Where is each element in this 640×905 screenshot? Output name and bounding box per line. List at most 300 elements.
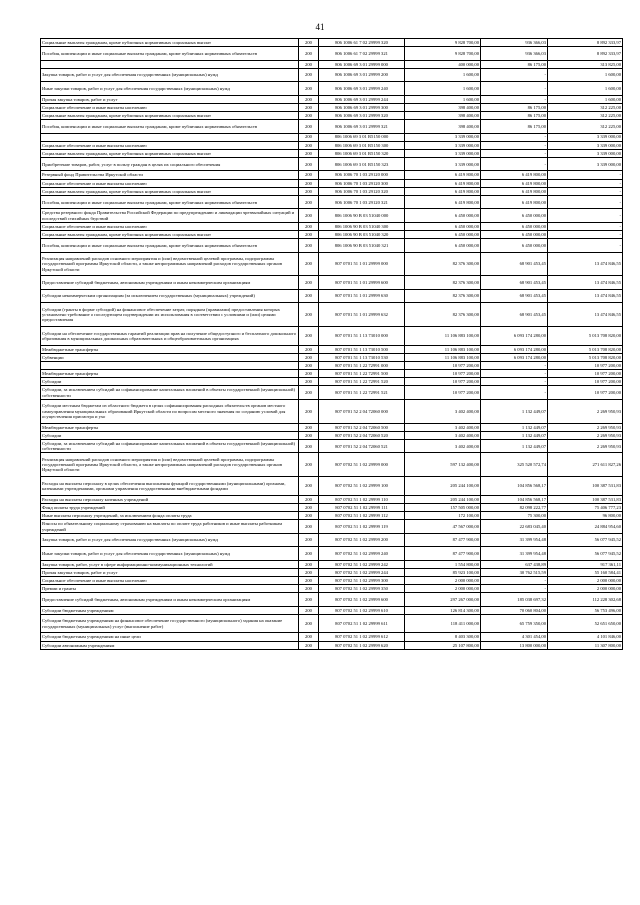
cell-unexecuted: 917 361,11 <box>548 560 623 568</box>
cell-budget-code: 806 1006 70 1 03 29120 320 <box>319 187 405 195</box>
cell-line-code: 200 <box>299 453 319 477</box>
cell-line-code: 200 <box>299 345 319 353</box>
cell-name: Социальные выплаты гражданам, кроме публичных нормативных социальных выплат <box>41 39 299 47</box>
table-row <box>41 209 623 222</box>
cell-approved: 87 477 900,00 <box>405 547 481 560</box>
cell-unexecuted: 56 077 945,52 <box>548 533 623 546</box>
budget-table-wrap <box>40 38 622 650</box>
cell-name: Расходы на выплаты персоналу казенных учреждений <box>41 495 299 503</box>
cell-name: Субсидии, за исключением субсидий на софинансирование капитальных вложений в объекты государственной (муниципальной) собственности <box>41 386 299 399</box>
cell-approved: 11 106 883 100,00 <box>405 345 481 353</box>
cell-line-code: 200 <box>299 423 319 431</box>
cell-name: Субсидии автономным учреждениям <box>41 641 299 649</box>
table-row <box>41 431 623 439</box>
cell-name: Социальные выплаты гражданам, кроме публичных нормативных социальных выплат <box>41 111 299 119</box>
cell-approved: 6 419 800,00 <box>405 187 481 195</box>
table-row <box>41 495 623 503</box>
cell-executed: 6 093 174 280,00 <box>481 345 548 353</box>
cell-line-code: 200 <box>299 158 319 171</box>
table-row <box>41 196 623 209</box>
table-row <box>41 399 623 423</box>
cell-name: Взносы по обязательному социальному страхованию на выплаты по оплате труда работников и иные выплаты работникам учреждений <box>41 520 299 533</box>
cell-line-code: 200 <box>299 95 319 103</box>
cell-unexecuted: - <box>548 187 623 195</box>
cell-approved: 3 402 400,00 <box>405 423 481 431</box>
cell-line-code: 200 <box>299 252 319 276</box>
cell-name: Иные закупки товаров, работ и услуг для обеспечения государственных (муниципальных) нужд <box>41 547 299 560</box>
cell-approved: 87 477 900,00 <box>405 533 481 546</box>
table-row <box>41 353 623 361</box>
cell-budget-code: 807 0701 51 1 22 72991 521 <box>319 386 405 399</box>
table-row <box>41 222 623 230</box>
cell-unexecuted: 24 884 954,60 <box>548 520 623 533</box>
cell-name: Закупка товаров, работ и услуг для обеспечения государственных (муниципальных) нужд <box>41 68 299 81</box>
table-row <box>41 141 623 149</box>
cell-name: Социальные выплаты гражданам, кроме публичных нормативных социальных выплат <box>41 230 299 238</box>
cell-unexecuted: 96 800,00 <box>548 512 623 520</box>
cell-name: Межбюджетные трансферты <box>41 345 299 353</box>
cell-name: Расходы на выплаты персоналу в целях обеспечения выполнения функций государственными (муниципальными) органами, казенными учреждениями, органами управления государственными внебюджетными фондами <box>41 477 299 496</box>
cell-approved: 205 244 100,00 <box>405 477 481 496</box>
cell-line-code: 200 <box>299 222 319 230</box>
cell-approved: 25 107 800,00 <box>405 641 481 649</box>
cell-name: Межбюджетные трансферты <box>41 370 299 378</box>
cell-budget-code: 807 0702 51 1 02 29999 112 <box>319 512 405 520</box>
cell-budget-code: 806 1006 69 3 01 R5150 000 <box>319 133 405 141</box>
cell-name: Межбюджетные трансферты <box>41 423 299 431</box>
cell-line-code: 200 <box>299 39 319 47</box>
table-row <box>41 533 623 546</box>
cell-executed: - <box>481 68 548 81</box>
cell-budget-code: 807 0701 51 1 01 29999 600 <box>319 276 405 289</box>
cell-executed: - <box>481 158 548 171</box>
cell-budget-code: 807 0702 51 1 02 29999 620 <box>319 641 405 649</box>
cell-executed: 75 300,00 <box>481 512 548 520</box>
cell-name <box>41 133 299 141</box>
cell-unexecuted: - <box>548 171 623 179</box>
cell-line-code: 200 <box>299 230 319 238</box>
cell-approved: 3 339 000,00 <box>405 149 481 157</box>
cell-line-code: 200 <box>299 370 319 378</box>
cell-unexecuted: 271 611 827,26 <box>548 453 623 477</box>
table-row <box>41 576 623 584</box>
cell-line-code: 200 <box>299 353 319 361</box>
cell-unexecuted: 5 013 708 820,00 <box>548 345 623 353</box>
cell-executed: 6 419 800,00 <box>481 171 548 179</box>
cell-unexecuted: 1 600,00 <box>548 95 623 103</box>
table-row <box>41 547 623 560</box>
cell-line-code: 200 <box>299 133 319 141</box>
cell-line-code: 200 <box>299 386 319 399</box>
cell-budget-code: 807 0701 51 1 01 29999 000 <box>319 252 405 276</box>
cell-executed: 13 800 000,00 <box>481 641 548 649</box>
cell-line-code: 200 <box>299 103 319 111</box>
cell-name: Закупка товаров, работ и услуг для обеспечения государственных (муниципальных) нужд <box>41 533 299 546</box>
table-row <box>41 120 623 133</box>
cell-approved: 9 828 700,00 <box>405 47 481 60</box>
cell-approved: 3 339 000,00 <box>405 158 481 171</box>
cell-executed: 1 132 449,07 <box>481 399 548 423</box>
table-row <box>41 103 623 111</box>
table-row <box>41 276 623 289</box>
cell-unexecuted: 55 160 584,41 <box>548 568 623 576</box>
cell-executed: 6 419 800,00 <box>481 179 548 187</box>
table-row <box>41 512 623 520</box>
cell-unexecuted: - <box>548 196 623 209</box>
cell-budget-code: 807 0702 51 1 02 29999 110 <box>319 495 405 503</box>
cell-executed: 6 450 000,00 <box>481 222 548 230</box>
cell-line-code: 200 <box>299 303 319 327</box>
cell-budget-code: 806 1006 90 В 03 51040 320 <box>319 230 405 238</box>
cell-budget-code: 806 1006 69 3 01 R5150 323 <box>319 158 405 171</box>
cell-executed: 6 419 800,00 <box>481 187 548 195</box>
cell-approved: 398 400,00 <box>405 111 481 119</box>
cell-approved: 6 419 800,00 <box>405 196 481 209</box>
cell-budget-code: 807 0702 51 1 02 29999 350 <box>319 585 405 593</box>
cell-executed: 68 901 453,45 <box>481 303 548 327</box>
cell-approved: 11 106 883 100,00 <box>405 326 481 345</box>
cell-executed: - <box>481 585 548 593</box>
cell-approved: 3 402 400,00 <box>405 399 481 423</box>
table-row <box>41 39 623 47</box>
cell-budget-code: 807 0701 51 1 13 73010 530 <box>319 353 405 361</box>
cell-unexecuted: 3 339 000,00 <box>548 149 623 157</box>
cell-line-code: 200 <box>299 585 319 593</box>
cell-approved: 205 244 100,00 <box>405 495 481 503</box>
cell-name: Социальные выплаты гражданам, кроме публичных нормативных социальных выплат <box>41 187 299 195</box>
table-row <box>41 111 623 119</box>
cell-name: Премии и гранты <box>41 585 299 593</box>
table-row <box>41 149 623 157</box>
cell-budget-code: 806 1006 69 3 01 29999 200 <box>319 68 405 81</box>
cell-budget-code: 806 1006 69 3 01 29999 240 <box>319 82 405 95</box>
cell-line-code: 200 <box>299 196 319 209</box>
cell-name: Субсидии <box>41 378 299 386</box>
cell-unexecuted: 3 339 000,00 <box>548 158 623 171</box>
cell-line-code: 200 <box>299 141 319 149</box>
cell-name: Реализация направлений расходов основного мероприятия и (или) ведомственной целевой программы, подпрограммы государственной программы Иркутской области, а также непрограммных направлений расходов государственных органов Иркутской области <box>41 453 299 477</box>
cell-name: Социальное обеспечение и иные выплаты населению <box>41 222 299 230</box>
cell-budget-code: 807 0702 51 1 02 29999 244 <box>319 568 405 576</box>
cell-unexecuted: 2 000 000,00 <box>548 576 623 584</box>
table-row <box>41 568 623 576</box>
table-row <box>41 641 623 649</box>
cell-budget-code: 807 0702 51 1 02 29999 242 <box>319 560 405 568</box>
table-row <box>41 47 623 60</box>
cell-executed: 68 901 453,45 <box>481 252 548 276</box>
cell-line-code: 200 <box>299 60 319 68</box>
table-row <box>41 345 623 353</box>
table-row <box>41 68 623 81</box>
cell-line-code: 200 <box>299 576 319 584</box>
cell-name: Социальное обеспечение и иные выплаты населению <box>41 141 299 149</box>
cell-executed: - <box>481 370 548 378</box>
cell-name: Прочая закупка товаров, работ и услуг <box>41 568 299 576</box>
cell-approved: 82 376 300,00 <box>405 252 481 276</box>
cell-name: Субсидии местным бюджетам из областного бюджета в целях софинансирования расходных обязательств органов местного самоуправления муниципальных образований Иркутской области по вопросам местного значения по созданию условий для осуществления присмотра и ухо <box>41 399 299 423</box>
cell-approved: 597 132 400,00 <box>405 453 481 477</box>
cell-budget-code: 807 0701 52 2 04 72060 000 <box>319 399 405 423</box>
cell-line-code: 200 <box>299 209 319 222</box>
table-row <box>41 453 623 477</box>
table-row <box>41 560 623 568</box>
cell-unexecuted: 312 225,00 <box>548 111 623 119</box>
cell-executed: 68 901 453,45 <box>481 289 548 302</box>
cell-line-code: 200 <box>299 179 319 187</box>
cell-budget-code: 806 1006 90 В 03 51040 321 <box>319 239 405 252</box>
cell-approved: 10 977 200,00 <box>405 370 481 378</box>
cell-budget-code: 807 0701 51 1 01 29999 630 <box>319 289 405 302</box>
cell-approved: 297 267 000,00 <box>405 593 481 606</box>
cell-unexecuted: 313 825,00 <box>548 60 623 68</box>
cell-budget-code: 807 0701 51 1 13 73010 000 <box>319 326 405 345</box>
cell-name: Прочая закупка товаров, работ и услуг <box>41 95 299 103</box>
cell-approved: 2 000 000,00 <box>405 585 481 593</box>
cell-line-code: 200 <box>299 120 319 133</box>
table-row <box>41 423 623 431</box>
cell-budget-code: 807 0702 51 1 02 29999 240 <box>319 547 405 560</box>
cell-name: Субсидии бюджетным учреждениям на иные цели <box>41 633 299 641</box>
cell-unexecuted: 10 977 200,00 <box>548 378 623 386</box>
cell-line-code: 200 <box>299 82 319 95</box>
cell-line-code: 200 <box>299 504 319 512</box>
cell-executed: 325 520 572,74 <box>481 453 548 477</box>
cell-unexecuted: - <box>548 209 623 222</box>
cell-executed: 6 450 000,00 <box>481 239 548 252</box>
cell-unexecuted: 3 339 000,00 <box>548 133 623 141</box>
cell-unexecuted: 5 013 708 820,00 <box>548 326 623 345</box>
cell-budget-code: 806 1006 70 1 03 29120 321 <box>319 196 405 209</box>
cell-approved: 1 600,00 <box>405 68 481 81</box>
cell-executed: 86 175,00 <box>481 60 548 68</box>
cell-approved: 11 106 883 100,00 <box>405 353 481 361</box>
cell-approved: 3 402 400,00 <box>405 440 481 453</box>
cell-name: Иные закупки товаров, работ и услуг для обеспечения государственных (муниципальных) нужд <box>41 82 299 95</box>
cell-name: Субсидии <box>41 431 299 439</box>
table-row <box>41 230 623 238</box>
cell-executed: 1 132 449,07 <box>481 423 548 431</box>
cell-name: Субсидии некоммерческим организациям (за исключением государственных (муниципальных) учреждений) <box>41 289 299 302</box>
cell-line-code: 200 <box>299 495 319 503</box>
cell-budget-code: 807 0701 52 2 04 72060 521 <box>319 440 405 453</box>
table-row <box>41 252 623 276</box>
table-body <box>41 39 623 650</box>
table-row <box>41 378 623 386</box>
cell-budget-code: 807 0702 51 1 02 29999 000 <box>319 453 405 477</box>
cell-approved: 8 403 300,00 <box>405 633 481 641</box>
cell-name: Субсидии (гранты в форме субсидий) на финансовое обеспечение затрат, порядком (правилами) предоставления которых установлено требование о последующем подтверждении их использования в соответствии с условиями и (или) целями предоставления <box>41 303 299 327</box>
table-row <box>41 179 623 187</box>
cell-line-code: 200 <box>299 378 319 386</box>
cell-unexecuted: - <box>548 179 623 187</box>
cell-unexecuted: 75 406 777,23 <box>548 504 623 512</box>
cell-executed: 31 399 954,48 <box>481 533 548 546</box>
cell-executed: 6 450 000,00 <box>481 209 548 222</box>
cell-approved: 118 411 000,00 <box>405 614 481 633</box>
cell-line-code: 200 <box>299 68 319 81</box>
cell-name: Субсидии бюджетным учреждениям <box>41 606 299 614</box>
cell-unexecuted: 5 013 708 820,00 <box>548 353 623 361</box>
cell-line-code: 200 <box>299 326 319 345</box>
table-row <box>41 606 623 614</box>
cell-unexecuted: 4 101 846,00 <box>548 633 623 641</box>
cell-line-code: 200 <box>299 477 319 496</box>
table-row <box>41 187 623 195</box>
cell-unexecuted: 2 269 950,93 <box>548 440 623 453</box>
cell-executed: 86 175,00 <box>481 111 548 119</box>
cell-executed: 936 366,03 <box>481 39 548 47</box>
cell-line-code: 200 <box>299 111 319 119</box>
cell-unexecuted: 100 387 531,83 <box>548 495 623 503</box>
cell-name: Средства резервного фонда Правительства Российской Федерации по предупреждению и ликвидации чрезвычайных ситуаций и последствий стихийных бедствий <box>41 209 299 222</box>
table-row <box>41 593 623 606</box>
cell-budget-code: 806 1006 70 1 03 29120 000 <box>319 171 405 179</box>
cell-unexecuted: 112 228 302,68 <box>548 593 623 606</box>
cell-line-code: 200 <box>299 47 319 60</box>
cell-unexecuted: 13 474 846,55 <box>548 252 623 276</box>
cell-unexecuted: 13 474 846,55 <box>548 289 623 302</box>
cell-approved: 400 000,00 <box>405 60 481 68</box>
cell-budget-code: 807 0702 51 1 02 29999 612 <box>319 633 405 641</box>
cell-budget-code: 807 0702 51 1 02 29999 611 <box>319 614 405 633</box>
cell-unexecuted: 8 892 333,97 <box>548 39 623 47</box>
cell-approved: 85 923 100,00 <box>405 568 481 576</box>
cell-name: Предоставление субсидий бюджетным, автономным учреждениям и иным некоммерческим организациям <box>41 276 299 289</box>
cell-approved: 2 000 000,00 <box>405 576 481 584</box>
cell-budget-code: 806 1006 90 В 03 51040 300 <box>319 222 405 230</box>
cell-line-code: 200 <box>299 568 319 576</box>
cell-name: Иные выплаты персоналу учреждений, за исключением фонда оплаты труда <box>41 512 299 520</box>
cell-name: Приобретение товаров, работ, услуг в пользу граждан в целях их социального обеспечения <box>41 158 299 171</box>
cell-unexecuted: 2 000 000,00 <box>548 585 623 593</box>
table-row <box>41 504 623 512</box>
cell-unexecuted: 100 387 531,83 <box>548 477 623 496</box>
cell-approved: 82 376 300,00 <box>405 303 481 327</box>
cell-approved: 1 600,00 <box>405 82 481 95</box>
cell-line-code: 200 <box>299 520 319 533</box>
cell-budget-code: 806 1006 61 7 02 29999 320 <box>319 39 405 47</box>
cell-approved: 1 554 800,00 <box>405 560 481 568</box>
cell-unexecuted: 1 600,00 <box>548 68 623 81</box>
cell-executed: 68 901 453,45 <box>481 276 548 289</box>
cell-budget-code: 807 0701 51 1 22 72991 500 <box>319 370 405 378</box>
cell-approved: 47 567 000,00 <box>405 520 481 533</box>
cell-approved: 126 814 300,00 <box>405 606 481 614</box>
cell-approved: 157 505 000,00 <box>405 504 481 512</box>
cell-executed: 6 093 174 280,00 <box>481 326 548 345</box>
cell-budget-code: 806 1006 69 3 01 29999 000 <box>319 60 405 68</box>
cell-executed: 1 132 449,07 <box>481 431 548 439</box>
cell-approved: 6 450 000,00 <box>405 239 481 252</box>
cell-executed: - <box>481 82 548 95</box>
table-row <box>41 133 623 141</box>
cell-budget-code: 807 0702 51 1 02 29999 111 <box>319 504 405 512</box>
cell-executed: 65 759 350,00 <box>481 614 548 633</box>
cell-name: Субсидии бюджетным учреждениям на финансовое обеспечение государственного (муниципального) задания на оказание государственных (муниципальных) услуг (выполнение работ) <box>41 614 299 633</box>
cell-budget-code: 806 1006 61 7 02 29999 321 <box>319 47 405 60</box>
cell-line-code: 200 <box>299 276 319 289</box>
table-row <box>41 239 623 252</box>
cell-executed: 104 856 568,17 <box>481 477 548 496</box>
table-row <box>41 326 623 345</box>
cell-budget-code: 806 1006 69 3 01 29999 244 <box>319 95 405 103</box>
cell-approved: 6 450 000,00 <box>405 230 481 238</box>
cell-name: Предоставление субсидий бюджетным, автономным учреждениям и иным некоммерческим организациям <box>41 593 299 606</box>
cell-budget-code: 807 0701 52 2 04 72060 520 <box>319 431 405 439</box>
cell-line-code: 200 <box>299 289 319 302</box>
cell-approved: 82 376 300,00 <box>405 276 481 289</box>
cell-executed: 82 098 222,77 <box>481 504 548 512</box>
cell-budget-code: 807 0701 51 1 01 29999 632 <box>319 303 405 327</box>
cell-approved: 172 100,00 <box>405 512 481 520</box>
cell-executed: 70 060 804,00 <box>481 606 548 614</box>
cell-unexecuted: 2 269 950,93 <box>548 399 623 423</box>
cell-unexecuted: 13 474 846,55 <box>548 276 623 289</box>
cell-unexecuted: - <box>548 222 623 230</box>
cell-name <box>41 60 299 68</box>
cell-name: Пособия, компенсации и иные социальные выплаты гражданам, кроме публичных нормативных обязательств <box>41 239 299 252</box>
table-row <box>41 303 623 327</box>
cell-unexecuted: 8 892 333,97 <box>548 47 623 60</box>
cell-approved: 10 977 200,00 <box>405 386 481 399</box>
cell-line-code: 200 <box>299 440 319 453</box>
cell-budget-code: 807 0702 51 1 02 29999 100 <box>319 477 405 496</box>
cell-name: Закупка товаров, работ, услуг в сфере информационно-коммуникационных технологий <box>41 560 299 568</box>
cell-budget-code: 807 0701 52 2 04 72060 500 <box>319 423 405 431</box>
cell-executed: - <box>481 149 548 157</box>
cell-executed: 104 856 568,17 <box>481 495 548 503</box>
cell-approved: 10 977 200,00 <box>405 378 481 386</box>
cell-executed: - <box>481 386 548 399</box>
cell-unexecuted: 13 474 846,55 <box>548 303 623 327</box>
cell-budget-code: 807 0701 51 1 13 73010 500 <box>319 345 405 353</box>
cell-unexecuted: 10 977 200,00 <box>548 361 623 369</box>
cell-approved: 1 600,00 <box>405 95 481 103</box>
cell-name: Пособия, компенсации и иные социальные выплаты гражданам, кроме публичных нормативных обязательств <box>41 47 299 60</box>
table-row <box>41 289 623 302</box>
cell-budget-code: 807 0702 51 1 02 29999 610 <box>319 606 405 614</box>
cell-executed: 31 399 954,48 <box>481 547 548 560</box>
cell-name: Субсидии на обеспечение государственных гарантий реализации прав на получение общедоступного и бесплатного дошкольного образования в муниципальных дошкольных образовательных и общеобразовательных организациях <box>41 326 299 345</box>
table-row <box>41 370 623 378</box>
table-row <box>41 585 623 593</box>
cell-line-code: 200 <box>299 149 319 157</box>
cell-executed: - <box>481 361 548 369</box>
cell-name: Социальное обеспечение и иные выплаты населению <box>41 576 299 584</box>
table-row <box>41 440 623 453</box>
cell-line-code: 200 <box>299 633 319 641</box>
cell-line-code: 200 <box>299 171 319 179</box>
cell-name: Социальное обеспечение и иные выплаты населению <box>41 103 299 111</box>
cell-unexecuted: 2 269 950,93 <box>548 431 623 439</box>
cell-unexecuted: - <box>548 230 623 238</box>
cell-executed: - <box>481 133 548 141</box>
table-row <box>41 520 623 533</box>
cell-approved: 3 402 400,00 <box>405 431 481 439</box>
cell-executed: 4 301 454,00 <box>481 633 548 641</box>
cell-budget-code: 806 1006 69 3 01 R5150 320 <box>319 149 405 157</box>
cell-name: Пособия, компенсации и иные социальные выплаты гражданам, кроме публичных нормативных обязательств <box>41 120 299 133</box>
cell-executed: - <box>481 378 548 386</box>
cell-unexecuted: 56 077 945,52 <box>548 547 623 560</box>
cell-budget-code: 806 1006 90 В 03 51040 000 <box>319 209 405 222</box>
table-row <box>41 633 623 641</box>
cell-line-code: 200 <box>299 593 319 606</box>
cell-executed: 185 038 697,32 <box>481 593 548 606</box>
cell-budget-code: 806 1006 70 1 03 29120 300 <box>319 179 405 187</box>
cell-line-code: 200 <box>299 239 319 252</box>
cell-budget-code: 807 0702 51 1 02 29999 600 <box>319 593 405 606</box>
